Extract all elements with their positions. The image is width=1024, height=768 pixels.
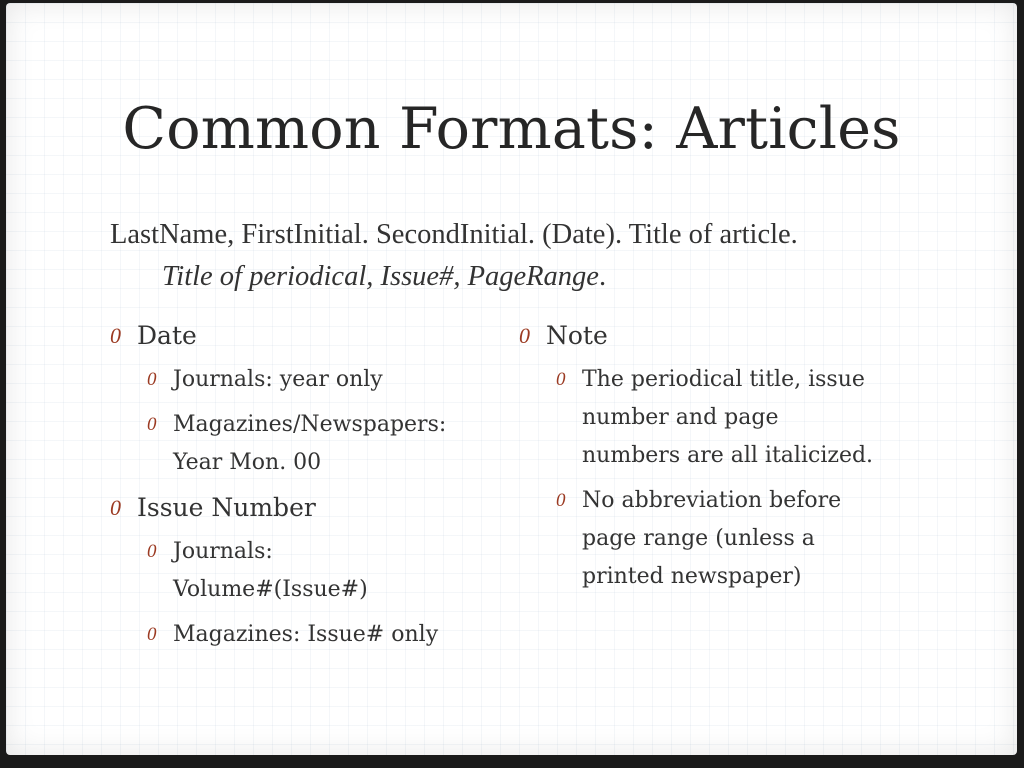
sub-bullet-marker: 0: [147, 541, 157, 562]
sub-bullet-label-continued: Volume#(Issue#): [173, 577, 368, 602]
citation-format: [110, 214, 960, 298]
sub-bullet-marker: 0: [556, 369, 566, 390]
sub-bullet-marker: 0: [147, 369, 157, 390]
bullet-issue-number: [110, 489, 510, 527]
left-column: [110, 317, 510, 661]
slide-title: Common Formats: Articles: [122, 96, 901, 162]
sub-bullet-marker: 0: [556, 490, 566, 511]
sub-bullet-magazines-newspapers: [147, 406, 510, 482]
bullet-marker: 0: [110, 323, 121, 348]
bullet-label: Note: [546, 321, 608, 350]
sub-bullet-label: Journals: year only: [173, 367, 383, 392]
sub-bullet-label-continued: number and page: [582, 405, 779, 430]
sub-bullet-label-continued: printed newspaper): [582, 564, 802, 589]
sub-bullet-abbreviation-note: [556, 482, 939, 596]
citation-line-1: LastName, FirstInitial. SecondInitial. (Date). Title of article.: [110, 219, 798, 250]
sub-bullet-marker: 0: [147, 624, 157, 645]
slide: [6, 3, 1017, 755]
bullet-date: [110, 317, 510, 355]
sub-bullet-journals-year: [147, 361, 510, 399]
sub-bullet-label: Journals:: [173, 539, 273, 564]
bullet-marker: 0: [110, 495, 121, 520]
bullet-note: [519, 317, 939, 355]
sub-bullet-label: No abbreviation before: [582, 488, 842, 513]
sub-bullet-marker: 0: [147, 414, 157, 435]
sub-bullet-italicized-note: [556, 361, 939, 475]
citation-line-2: [110, 256, 960, 298]
sub-bullet-magazines-issue: [147, 616, 510, 654]
right-column: [519, 317, 939, 603]
bullet-label: Issue Number: [137, 493, 316, 522]
sub-bullet-label: The periodical title, issue: [582, 367, 865, 392]
bullet-label: Date: [137, 321, 197, 350]
sub-bullet-label-continued: Year Mon. 00: [173, 450, 322, 475]
citation-periodical-italic: Title of periodical, Issue#, PageRange: [162, 261, 599, 292]
sub-bullet-label: Magazines: Issue# only: [173, 622, 439, 647]
sub-bullet-label: Magazines/Newspapers:: [173, 412, 447, 437]
citation-line-2-end: .: [598, 261, 607, 292]
sub-bullet-label-continued: numbers are all italicized.: [582, 443, 874, 468]
sub-bullet-label-continued: page range (unless a: [582, 526, 815, 551]
sub-bullet-journals-volume: [147, 533, 510, 609]
bullet-marker: 0: [519, 323, 530, 348]
